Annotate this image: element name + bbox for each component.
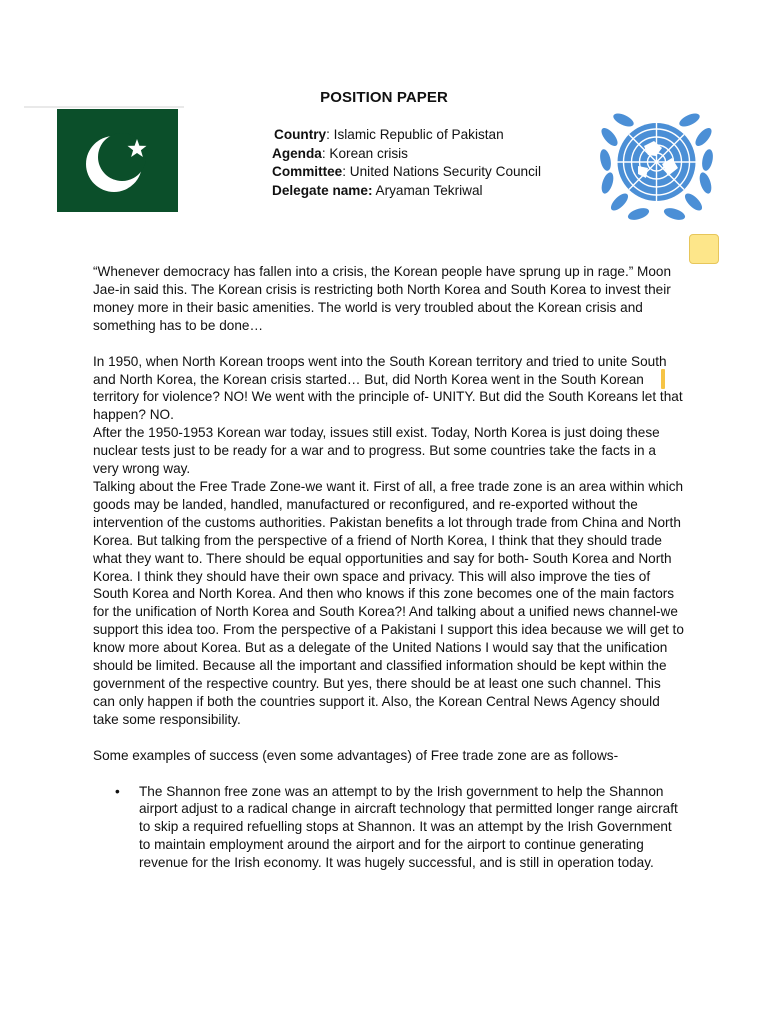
- committee-value: : United Nations Security Council: [342, 164, 541, 180]
- document-body: [93, 263, 685, 872]
- list-item: [93, 783, 685, 873]
- paragraph-spacer: [93, 335, 685, 353]
- bullet-list: [93, 783, 685, 873]
- delegate-row: [272, 182, 541, 201]
- agenda-label: Agenda: [272, 145, 322, 161]
- paragraph: “Whenever democracy has fallen into a crisis, the Korean people have sprung up in rage.” Moon Jae-in said this. The Korean crisis is restricting both North Korea and South Korea to invest their money more in their basic amenities. The world is very troubled about the Korean crisis and something has to be done…: [93, 264, 672, 333]
- paragraph-spacer: [93, 765, 685, 783]
- paper-details: [272, 126, 541, 200]
- delegate-value: Aryaman Tekriwal: [372, 182, 483, 198]
- un-globe-icon: [596, 108, 717, 220]
- united-nations-emblem: [596, 108, 717, 220]
- crescent-star-icon: [57, 109, 178, 212]
- delegate-label: Delegate name:: [272, 182, 373, 198]
- paragraph: In 1950, when North Korean troops went into the South Korean territory and tried to unite South and North Korea, the Korean crisis started… But, did North Korea went in the South Korean territory for violence? NO! We went with the principle of- UNITY. But did the South Koreans let that happen? NO.: [93, 353, 683, 423]
- committee-label: Committee: [272, 164, 343, 180]
- country-value: : Islamic Republic of Pakistan: [326, 127, 504, 142]
- paragraph: Talking about the Free Trade Zone-we want it. First of all, a free trade zone is an area within which goods may be landed, handled, manufactured or reconfigured, and re-exported without the intervention of the customs authorities. Pakistan benefits a lot through trade from China and North Korea. But talking from the perspective of a friend of North Korea, I think that they should trade what they want to. There should be equal opportunities and say for both- South Korea and North Korea. I think they should have their own space and privacy. This will also improve the ties of South Korea and North Korea. And then who knows if this zone becomes one of the main factors for the unification of North Korea and South Korea?! And talking about a unified news channel-we support this idea too. From the perspective of a Pakistani I support this idea because we will get to know more about Korea. But as a delegate of the United Nations I would say that the unification should be limited. Because all the important and classified information should be kept within the government of the respective country. But yes, there should be at least one such channel. This can only happen if both the countries support it. Also, the Korean Central News Agency should take some responsibility.: [93, 478, 684, 727]
- committee-row: [272, 163, 541, 182]
- divider: [24, 106, 184, 108]
- agenda-row: [272, 145, 541, 164]
- page-title: POSITION PAPER: [320, 89, 448, 106]
- agenda-value: : Korean crisis: [321, 145, 408, 161]
- paragraph: Some examples of success (even some advantages) of Free trade zone are as follows-: [93, 747, 619, 763]
- country-row: [272, 126, 541, 145]
- country-label: Country: [274, 127, 327, 142]
- paragraph-spacer: [93, 729, 685, 747]
- pakistan-flag: [57, 109, 178, 212]
- sticky-note-icon[interactable]: [689, 234, 719, 264]
- flag-container: [24, 106, 184, 214]
- bullet-marker: •: [115, 783, 120, 799]
- paragraph: After the 1950-1953 Korean war today, issues still exist. Today, North Korea is just doing these nuclear tests just to be ready for a war and to progress. But some countries take the facts in a very wrong way.: [93, 425, 660, 477]
- list-item-text: The Shannon free zone was an attempt to by the Irish government to help the Shannon airport adjust to a radical change in aircraft technology that permitted longer range aircraft to skip a required refuelling stops at Shannon. It was an attempt by the Irish Government to maintain employment around the airport and for the airport to continue generating revenue for the Irish economy. It was hugely successful, and is still in operation today.: [139, 783, 678, 871]
